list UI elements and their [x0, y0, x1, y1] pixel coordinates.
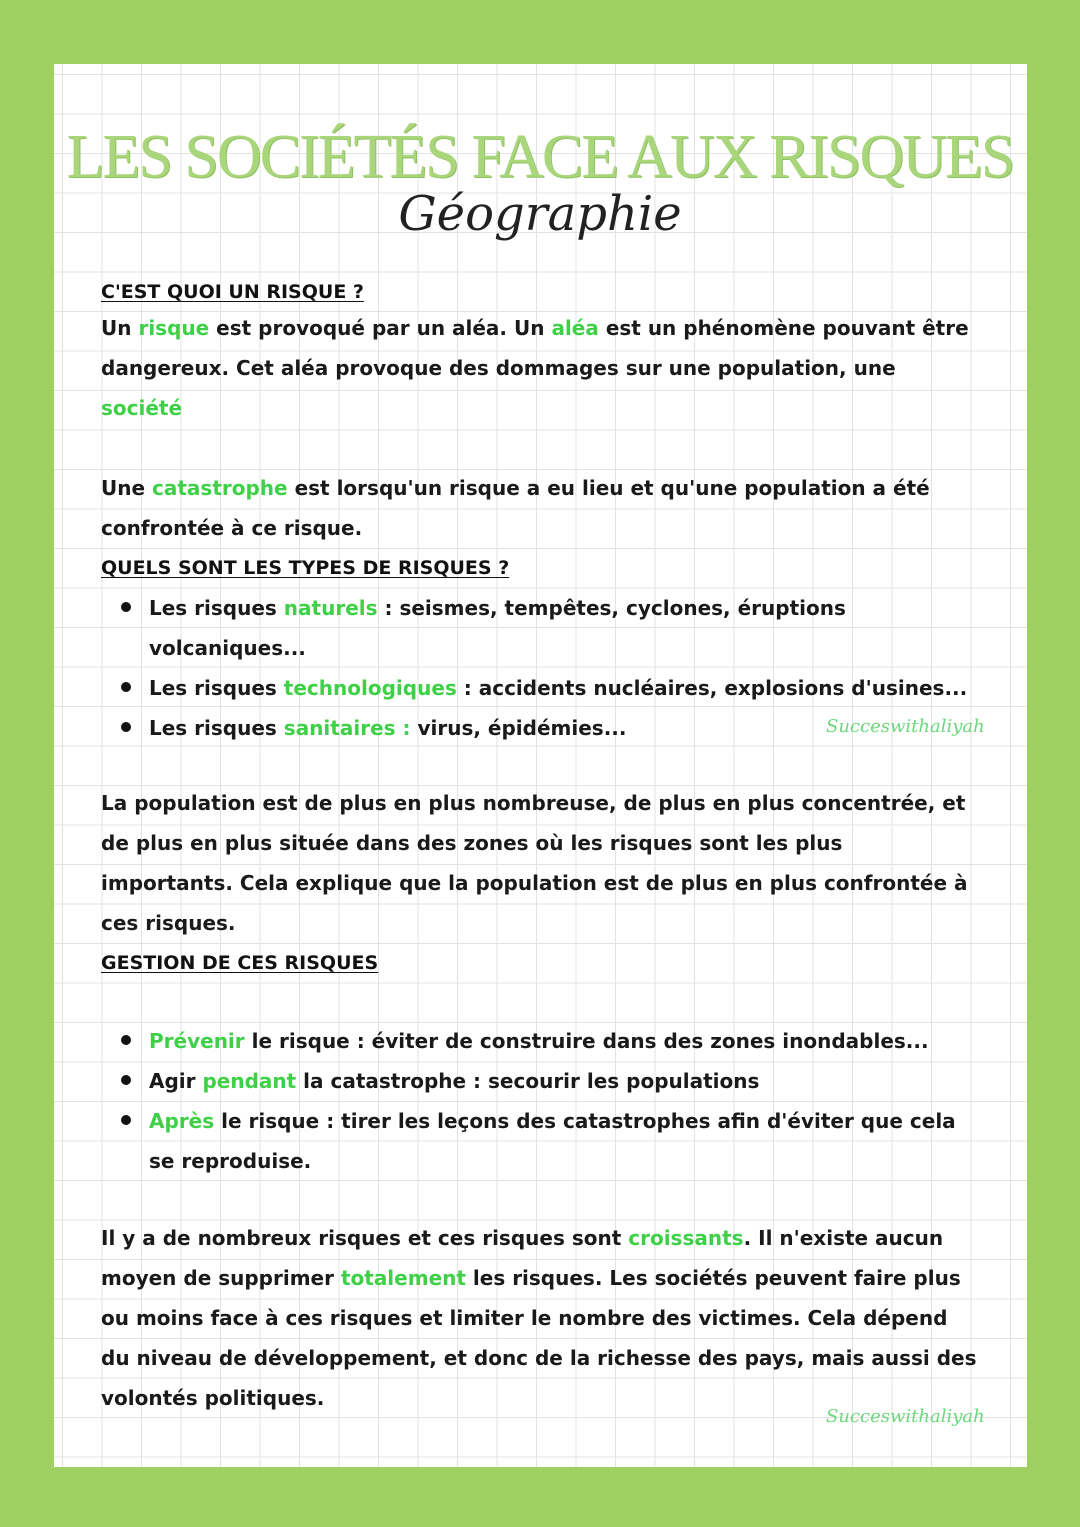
- risk-management-list: [101, 1021, 981, 1181]
- text: Les risques: [149, 676, 284, 700]
- paragraph-conclusion: [101, 1218, 981, 1418]
- text: : seismes, tempêtes, cyclones, éruptions volcaniques...: [149, 596, 846, 660]
- text: Une: [101, 476, 153, 500]
- keyword-catastrophe: catastrophe: [152, 476, 288, 500]
- author-signature-bottom: Succeswithaliyah: [826, 1406, 985, 1427]
- paragraph-risk-definition: [101, 308, 981, 428]
- text: Un: [101, 316, 139, 340]
- keyword-croissants: croissants: [628, 1226, 744, 1250]
- section-conclusion: [101, 1218, 981, 1418]
- text: Les risques: [149, 596, 284, 620]
- paragraph-catastrophe-definition: [101, 468, 981, 548]
- text: est lorsqu'un risque a eu lieu et qu'une population a été confrontée à ce risque.: [101, 476, 930, 540]
- keyword-societe: société: [101, 396, 183, 420]
- text: est un phénomène pouvant être dangereux. Cet aléa provoque des dommages sur une population, une: [101, 316, 969, 380]
- text: Il y a de nombreux risques et ces risques sont: [101, 1226, 629, 1250]
- text: les risques. Les sociétés peuvent faire plus ou moins face à ces risques et limiter le nombre des victimes. Cela dépend du niveau de développement, et donc de la richesse des pays, mais aussi des volontés politiques.: [101, 1266, 977, 1410]
- keyword-alea: aléa: [551, 316, 599, 340]
- keyword-prevenir: Prévenir: [149, 1029, 245, 1053]
- section-what-is-risk: [101, 278, 981, 548]
- section-population: [101, 783, 981, 943]
- author-signature: Succeswithaliyah: [826, 716, 985, 737]
- keyword-totalement: totalement: [340, 1266, 466, 1290]
- section-heading-risk-management: GESTION DE CES RISQUES: [101, 952, 379, 974]
- keyword-sanitaires: sanitaires :: [283, 716, 411, 740]
- text: la catastrophe : secourir les populations: [296, 1069, 760, 1093]
- text: Agir: [149, 1069, 203, 1093]
- text: . Il n'existe aucun moyen de supprimer: [101, 1226, 944, 1290]
- text: virus, épidémies...: [410, 716, 627, 740]
- paragraph-population: La population est de plus en plus nombreuse, de plus en plus concentrée, et de plus en plus située dans des zones où les risques sont les plus importants. Cela explique que la population est de plus en plus confrontée à ces risques.: [101, 791, 968, 935]
- section-risk-management: [101, 949, 981, 1181]
- page-title: LES SOCIÉTÉS FACE AUX RISQUES: [66, 123, 1014, 191]
- text: : accidents nucléaires, explosions d'usines...: [456, 676, 968, 700]
- list-item: [101, 668, 981, 708]
- text: Les risques: [149, 716, 284, 740]
- section-heading-risk-types: QUELS SONT LES TYPES DE RISQUES ?: [101, 557, 510, 579]
- list-item: [101, 1061, 981, 1101]
- text: le risque : tirer les leçons des catastrophes afin d'éviter que cela se reproduise.: [149, 1109, 956, 1173]
- section-heading-what-is-risk: C'EST QUOI UN RISQUE ?: [101, 281, 364, 303]
- keyword-naturels: naturels: [283, 596, 378, 620]
- list-item: [101, 1021, 981, 1061]
- keyword-apres: Après: [149, 1109, 215, 1133]
- list-item: [101, 588, 981, 668]
- keyword-risque: risque: [138, 316, 210, 340]
- keyword-technologiques: technologiques: [283, 676, 457, 700]
- text: le risque : éviter de construire dans des zones inondables...: [244, 1029, 929, 1053]
- keyword-pendant: pendant: [202, 1069, 297, 1093]
- list-item: [101, 1101, 981, 1181]
- page-subtitle: Géographie: [398, 186, 682, 242]
- text: est provoqué par un aléa. Un: [209, 316, 552, 340]
